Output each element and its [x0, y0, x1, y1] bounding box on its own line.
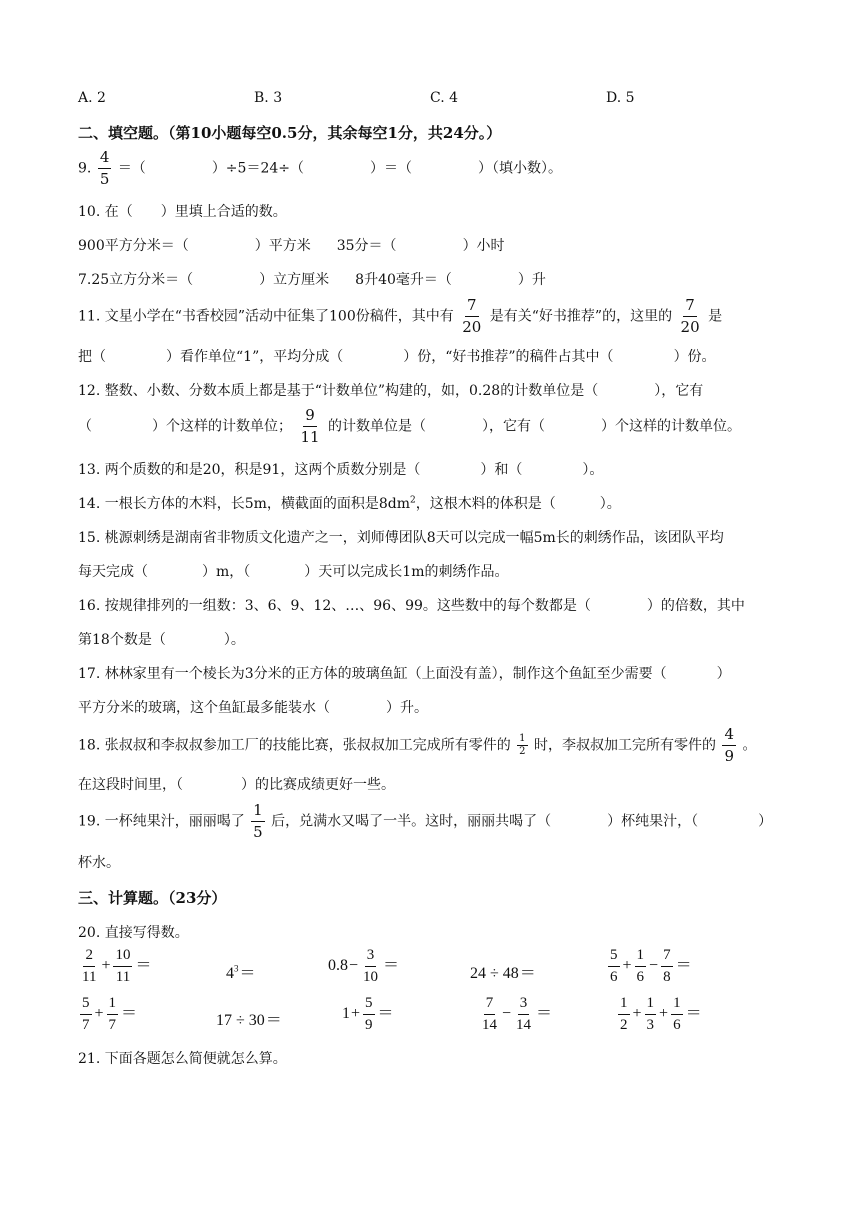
question-19 [78, 803, 772, 840]
calc-r2-c5 [616, 996, 703, 1033]
q11-fraction: $\frac{7}{20}$ [462, 296, 482, 336]
operator: + [622, 957, 632, 975]
q13-text: ）和（ [480, 462, 523, 478]
q9-num: 9. [78, 160, 92, 177]
q10-text: ）小时 [462, 238, 505, 254]
equals: ＝ [239, 965, 256, 982]
operator: + [94, 1005, 104, 1023]
q18-text: 在这段时间里，（ [78, 777, 183, 793]
question-9 [78, 150, 562, 187]
fraction: $\frac{7}{14}$ [482, 995, 497, 1033]
q18-fraction-half: $\frac{1}{2}$ [519, 733, 526, 757]
question-19-line-2: 杯水。 [78, 855, 120, 871]
q11-text: ）份，“好书推荐”的稿件占其中（ [403, 349, 614, 365]
q12-fraction: $\frac{9}{11}$ [300, 406, 320, 446]
q18-text: ）的比赛成绩更好一些。 [241, 777, 395, 793]
q9-text-4: ）（填小数）。 [478, 160, 562, 177]
equals: ＝ [519, 965, 536, 982]
operand: 1 [342, 1005, 350, 1023]
exponent: 3 [234, 963, 239, 974]
q11-text: 是 [708, 308, 723, 325]
q19-text: 后，兑满水又喝了一半。这时，丽丽共喝了（ [271, 813, 552, 830]
q9-fraction: $\frac{4}{5}$ [99, 148, 110, 188]
question-17 [78, 663, 731, 683]
operator: − [502, 1005, 512, 1023]
section3-title: 三、计算题。（23分） [78, 889, 227, 907]
question-10-line-2 [78, 269, 546, 289]
q10-text: 900平方分米＝（ [78, 238, 189, 254]
q10-text: 35分＝（ [336, 238, 397, 254]
question-11-line-2 [78, 346, 716, 366]
question-21-stem: 21. 下面各题怎么简便就怎么算。 [78, 1051, 287, 1067]
q18-text: 。 [742, 737, 757, 754]
calc-r2-c2 [216, 1007, 283, 1030]
section2-title: 二、填空题。（第10小题每空0.5分，其余每空1分，共24分。） [78, 124, 502, 142]
calc-r2-c3 [342, 996, 395, 1033]
question-12 [78, 380, 703, 400]
q9-text-1: ＝（ [117, 160, 146, 177]
q10-text: ）立方厘米 [259, 272, 330, 288]
calc-r1-c5 [606, 948, 693, 985]
q19-text: ）杯纯果汁，（ [607, 813, 699, 830]
q11-text: 把（ [78, 349, 106, 365]
question-16-line-2 [78, 629, 245, 649]
fraction: $\frac{5}{6}$ [610, 947, 618, 985]
equals: ＝ [265, 1012, 282, 1029]
q11-text: 是有关“好书推荐”的，这里的 [489, 308, 673, 325]
q15-text: ）天可以完成长1m的刺绣作品。 [304, 564, 509, 580]
q10-text: ）升 [517, 272, 546, 288]
option-a: A. 2 [78, 90, 106, 106]
calc-r1-c3 [328, 948, 400, 985]
option-d: D. 5 [606, 90, 635, 106]
equals: ＝ [536, 1005, 553, 1023]
fraction: $\frac{1}{2}$ [620, 995, 628, 1033]
q12-text: 12. 整数、小数、分数本质上都是基于“计数单位”构建的，如，0.28的计数单位是（ [78, 383, 599, 399]
fraction: $\frac{5}{7}$ [82, 995, 90, 1033]
question-10-line-1 [78, 235, 505, 255]
equals: ＝ [135, 957, 152, 975]
q14-text: ，这根木料的体积是（ [415, 496, 556, 512]
question-12-line-2 [78, 408, 741, 445]
question-14 [78, 493, 621, 513]
q15-text: 每天完成（ [78, 564, 148, 580]
q12-text: （ [78, 418, 92, 435]
q10-text: 8升40毫升＝（ [355, 272, 452, 288]
q9-text-3: ）＝（ [370, 160, 412, 177]
fraction: $\frac{1}{7}$ [108, 995, 117, 1033]
question-10-stem: 10. 在（ ）里填上合适的数。 [78, 204, 287, 220]
expression: 24 ÷ 48 [470, 965, 519, 982]
q11-text: ）份。 [673, 349, 716, 365]
equals: ＝ [685, 1005, 702, 1023]
operator: + [351, 1005, 361, 1023]
q18-text: 时，李叔叔加工完所有零件的 [534, 737, 716, 754]
fraction: $\frac{3}{14}$ [516, 995, 532, 1033]
question-13 [78, 459, 603, 479]
q12-text: ）个这样的计数单位。 [601, 418, 741, 435]
equals: ＝ [377, 1005, 394, 1023]
question-15-line-2 [78, 561, 508, 581]
calc-r2-c1 [78, 996, 138, 1033]
q12-text: ），它有 [654, 383, 704, 399]
q14-text: 14. 一根长方体的木料，长5m，横截面的面积是8dm [78, 496, 411, 512]
q10-text: 7.25立方分米＝（ [78, 272, 194, 288]
fraction: $\frac{3}{10}$ [363, 947, 379, 985]
q17-text: ） [716, 666, 731, 682]
q16-text: ）的倍数，其中 [646, 598, 745, 614]
equals: ＝ [121, 1005, 138, 1023]
question-18 [78, 727, 756, 764]
equals: ＝ [675, 957, 692, 975]
calc-r1-c1 [78, 948, 153, 985]
q17-text: 平方分米的玻璃，这个鱼缸最多能装水（ [78, 700, 330, 716]
calc-r1-c2 [226, 960, 257, 983]
operand: 0.8 [328, 957, 348, 975]
question-15: 15. 桃源刺绣是湖南省非物质文化遗产之一，刘师傅团队8天可以完成一幅5m长的刺绣作品，该团队平均 [78, 530, 724, 546]
fraction: $\frac{1}{6}$ [636, 947, 645, 985]
q11-text: 11. 文星小学在“书香校园”活动中征集了100份稿件，其中有 [78, 308, 454, 325]
q19-text: ） [758, 813, 773, 830]
q19-text: 19. 一杯纯果汁，丽丽喝了 [78, 813, 245, 830]
base: 4 [226, 965, 234, 982]
q9-text-2: ）÷5＝24÷（ [211, 160, 304, 177]
question-18-line-2 [78, 774, 395, 794]
option-b: B. 3 [254, 90, 283, 106]
equals: ＝ [383, 957, 400, 975]
q17-text: 17. 林林家里有一个棱长为3分米的正方体的玻璃鱼缸（上面没有盖），制作这个鱼缸至少需要（ [78, 666, 667, 682]
operator: + [632, 1005, 642, 1023]
q11-text: ）看作单位“1”，平均分成（ [166, 349, 344, 365]
question-16 [78, 595, 745, 615]
q18-fraction: $\frac{4}{9}$ [724, 725, 734, 765]
q13-text: ）。 [582, 462, 604, 478]
q14-text: ）。 [599, 496, 621, 512]
q12-text: ）个这样的计数单位； [152, 418, 292, 435]
fraction: $\frac{7}{8}$ [663, 947, 671, 985]
fraction: $\frac{1}{3}$ [646, 995, 655, 1033]
q11-fraction: $\frac{7}{20}$ [680, 296, 700, 336]
q15-text: ）m，（ [202, 564, 251, 580]
q12-text: ），它有（ [482, 418, 545, 435]
calc-r2-c4 [478, 996, 553, 1033]
question-11 [78, 298, 722, 335]
q19-fraction: $\frac{1}{5}$ [253, 801, 263, 841]
operator: − [349, 957, 359, 975]
fraction: $\frac{10}{11}$ [115, 947, 131, 985]
q16-text: 16. 按规律排列的一组数：3、6、9、12、…、96、99。这些数中的每个数都是（ [78, 598, 591, 614]
expression: 17 ÷ 30 [216, 1012, 265, 1029]
q10-text: ）平方米 [254, 238, 311, 254]
question-20-stem: 20. 直接写得数。 [78, 925, 189, 941]
operator: + [659, 1005, 669, 1023]
q17-text: ）升。 [386, 700, 428, 716]
calc-r1-c4 [470, 960, 537, 983]
q18-text: 18. 张叔叔和李叔叔参加工厂的技能比赛，张叔叔加工完成所有零件的 [78, 737, 511, 754]
operator: − [649, 957, 659, 975]
operator: + [101, 957, 111, 975]
fraction: $\frac{2}{11}$ [82, 947, 97, 985]
question-17-line-2 [78, 697, 428, 717]
fraction: $\frac{5}{9}$ [365, 995, 373, 1033]
fraction: $\frac{1}{6}$ [673, 995, 681, 1033]
q12-text: 的计数单位是（ [328, 418, 426, 435]
q13-text: 13. 两个质数的和是20，积是91，这两个质数分别是（ [78, 462, 421, 478]
option-c: C. 4 [430, 90, 459, 106]
q14-superscript: 2 [410, 495, 416, 506]
q16-text: 第18个数是（ [78, 632, 166, 648]
q16-text: ）。 [223, 632, 245, 648]
